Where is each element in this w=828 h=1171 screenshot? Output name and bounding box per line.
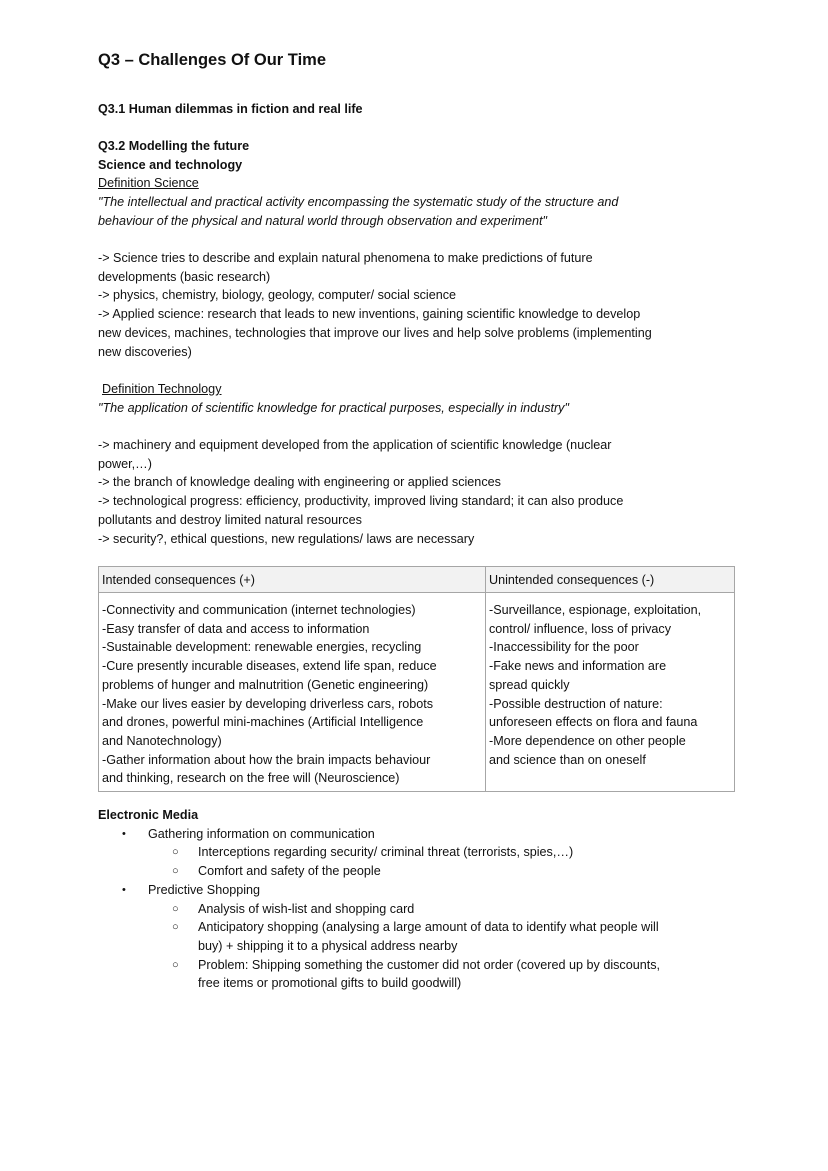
sub-list-item [98,918,738,937]
section-q32 [98,137,738,231]
tech-points [98,436,738,548]
unintended-line: and science than on oneself [489,752,646,767]
intended-line: -Connectivity and communication (internet technologies) [102,603,416,617]
sub-list-item-continuation [98,974,738,993]
page-title: Q3 – Challenges Of Our Time [98,51,327,69]
science-points [98,249,738,361]
sub-list-item-continuation [98,937,738,956]
def-science-quote-line: behaviour of the physical and natural world through observation and experiment" [98,213,548,228]
media-heading: Electronic Media [98,808,199,822]
unintended-line: spread quickly [489,677,570,692]
bullet-text: Predictive Shopping [148,882,261,897]
sub-list-item [98,900,738,919]
circle-bullet-icon: ○ [172,846,179,859]
intended-line: -Gather information about how the brain impacts behaviour [102,752,431,767]
science-point-line: new discoveries) [98,344,192,359]
unintended-line: -Possible destruction of nature: [489,696,663,711]
sub-bullet-text: buy) + shipping it to a physical address nearby [198,938,458,953]
intended-line: -Sustainable development: renewable energies, recycling [102,640,422,655]
unintended-line: control/ influence, loss of privacy [489,621,671,636]
sci-tech-heading: Science and technology [98,157,243,172]
list-item [98,825,738,844]
intended-line: problems of hunger and malnutrition (Genetic engineering) [102,677,429,692]
tech-point-line: pollutants and destroy limited natural resources [98,512,362,527]
tech-point-line: power,…) [98,456,152,471]
electronic-media-section [98,806,738,993]
tech-point-line: -> the branch of knowledge dealing with engineering or applied sciences [98,475,501,490]
sub-bullet-text: Problem: Shipping something the customer did not order (covered up by discounts, [198,957,661,972]
intended-line: and drones, powerful mini-machines (Artificial Intelligence [102,715,424,730]
sub-bullet-text: Interceptions regarding security/ criminal threat (terrorists, spies,…) [198,845,574,860]
list-item [98,881,738,900]
def-tech-quote: "The application of scientific knowledge for practical purposes, especially in industry" [98,400,569,415]
unintended-line: -Surveillance, espionage, exploitation, [489,603,702,617]
intended-header: Intended consequences (+) [99,567,486,593]
unintended-line: -Fake news and information are [489,659,667,674]
tech-point-line: -> security?, ethical questions, new regulations/ laws are necessary [98,531,475,546]
section-q32-heading: Q3.2 Modelling the future [98,139,250,153]
unintended-header: Unintended consequences (-) [486,567,735,593]
intended-line: -Easy transfer of data and access to information [102,621,370,636]
sub-bullet-text: free items or promotional gifts to build goodwill) [198,976,462,991]
tech-point-line: -> technological progress: efficiency, productivity, improved living standard; it can also produce [98,494,624,509]
sub-bullet-text: Analysis of wish-list and shopping card [198,901,415,916]
science-point-line: -> physics, chemistry, biology, geology, computer/ social science [98,288,457,303]
unintended-cell [486,593,735,792]
unintended-line: -Inaccessibility for the poor [489,640,639,655]
section-q31-heading: Q3.1 Human dilemmas in fiction and real life [98,102,363,116]
intended-line: -Make our lives easier by developing driverless cars, robots [102,696,434,711]
def-tech-label: Definition Technology [102,382,222,396]
def-technology [98,380,738,417]
science-point-line: -> Science tries to describe and explain natural phenomena to make predictions of future [98,251,593,265]
circle-bullet-icon: ○ [172,902,179,915]
intended-cell [99,593,486,792]
def-science-quote-line: "The intellectual and practical activity encompassing the systematic study of the structure and [98,195,619,210]
circle-bullet-icon: ○ [172,865,179,878]
bullet-text: Gathering information on communication [148,826,375,841]
science-point-line: -> Applied science: research that leads to new inventions, gaining scientific knowledge to develop [98,307,641,322]
consequences-table [98,566,735,792]
sub-list-item [98,862,738,881]
tech-point-line: -> machinery and equipment developed from the application of scientific knowledge (nuclear [98,438,612,452]
sub-list-item [98,843,738,862]
circle-bullet-icon: ○ [172,921,179,934]
bullet-icon: • [122,827,126,840]
science-point-line: developments (basic research) [98,269,271,284]
unintended-line: -More dependence on other people [489,733,686,748]
sub-list-item [98,956,738,975]
def-science-label: Definition Science [98,176,199,191]
sub-bullet-text: Comfort and safety of the people [198,864,381,879]
unintended-line: unforeseen effects on flora and fauna [489,715,698,730]
intended-line: and Nanotechnology) [102,733,222,748]
sub-bullet-text: Anticipatory shopping (analysing a large amount of data to identify what people will [198,920,659,935]
intended-line: and thinking, research on the free will (Neuroscience) [102,771,400,786]
bullet-icon: • [122,883,126,896]
circle-bullet-icon: ○ [172,958,179,971]
science-point-line: new devices, machines, technologies that improve our lives and help solve problems (implementing [98,325,652,340]
intended-line: -Cure presently incurable diseases, extend life span, reduce [102,659,437,674]
